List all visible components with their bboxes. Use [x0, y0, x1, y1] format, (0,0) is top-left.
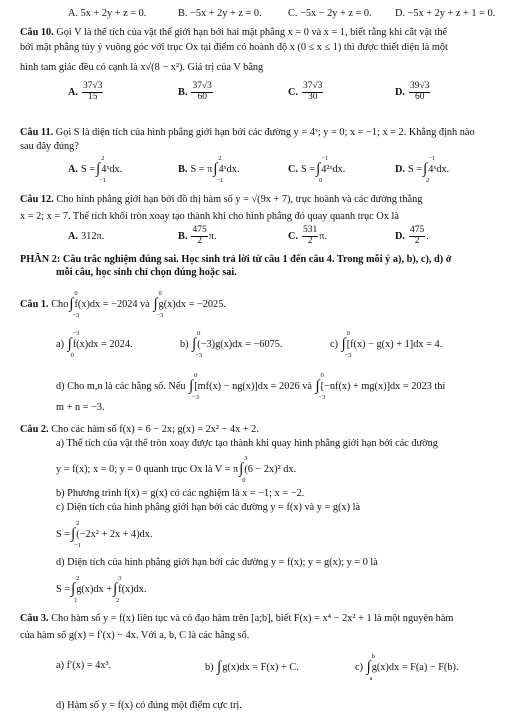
p2-item-b: b) Phương trình f(x) = g(x) có các nghiệm là x = −1; x = −2.: [56, 488, 305, 499]
p1-item-d-line2: m + n = −3.: [56, 402, 105, 413]
p2-item-a-formula: y = f(x); x = 0; y = 0 quanh trục Ox là V = π∫ 3 0 (6 − 2x)² dx.: [56, 455, 297, 484]
integral-sign: ∫ 0 −3: [341, 330, 352, 359]
integral-sign: ∫ 2 −1: [96, 155, 107, 184]
top-option-d: D. −5x + 2y + z + 1 = 0.: [395, 8, 496, 19]
integral-sign: ∫ −1 2: [423, 155, 436, 184]
p3-item-c: c) ∫ b a g(x)dx = F(a) − F(b).: [355, 653, 459, 682]
integral-sign: ∫ 0 −3: [192, 330, 203, 359]
q11-option-b: B. S = π∫ 2 −1 4ˣdx.: [178, 155, 240, 184]
q12-option-d: D. $\frac{475}{2}$ .: [395, 225, 429, 246]
top-option-c: C. −5x − 2y + z = 0.: [288, 8, 372, 19]
p2-intro: Câu 2. Cho các hàm số f(x) = 6 − 2x; g(x) = 2x² − 4x + 2.: [20, 424, 259, 435]
top-option-a: A. 5x + 2y + z = 0.: [68, 8, 147, 19]
integral-sign: ∫: [217, 659, 222, 675]
q11-option-d: D. S =∫ −1 2 4ˣdx.: [395, 155, 450, 184]
part2-heading: PHẦN 2: Câu trắc nghiệm đúng sai. Học sinh trả lời từ câu 1 đến câu 4. Trong mỗi ý a), b), c), d) ở: [20, 254, 452, 265]
integral-sign: ∫ 2 −1: [213, 155, 224, 184]
q10-line1: Câu 10. Gọi V là thể tích của vật thể giới hạn bởi hai mặt phẳng x = 0 và x = 1, biết rằng khi cắt vật thể: [20, 27, 448, 38]
p1-item-a: a) ∫ −3 0 f(x)dx = 2024.: [56, 330, 133, 359]
q10-option-a: A. $\frac{37√3}{15}$: [68, 81, 103, 102]
q11-option-c: C. S =∫ −1 0 4²ˣdx.: [288, 155, 346, 184]
p3-item-d: d) Hàm số y = f(x) có đúng một điểm cực trị.: [56, 700, 242, 711]
integral-sign: ∫ 3 2: [113, 575, 122, 604]
p3-item-a: a) f′(x) = 4x³.: [56, 660, 112, 671]
p1-item-b: b) ∫ 0 −3 (−3)g(x)dx = −6075.: [180, 330, 283, 359]
p3-item-b: b) ∫g(x)dx = F(x) + C.: [205, 659, 299, 675]
p3-line2: của hàm số g(x) = f′(x) − 4x. Với a, b, C là các hằng số.: [20, 630, 250, 641]
p2-item-d-formula: S =∫ 2 1 g(x)dx +∫ 3 2 f(x)dx.: [56, 575, 147, 604]
q12-option-a: A. 312π.: [68, 231, 105, 242]
integral-sign: ∫ −3 0: [67, 330, 80, 359]
q10-option-d: D. $\frac{39√3}{60}$: [395, 81, 430, 102]
integral-sign: ∫ −1 0: [316, 155, 329, 184]
part2-heading-line2: mỗi câu, học sinh chỉ chọn đúng hoặc sai.: [56, 267, 237, 278]
p2-item-c: c) Diện tích của hình phẳng giới hạn bởi các đường y = f(x) và y = g(x) là: [56, 502, 361, 513]
p2-item-a: a) Thể tích của vật thể tròn xoay được tạo thành khi quay hình phẳng giới hạn bởi các đường: [56, 438, 438, 449]
integral-sign: ∫ 0 −3: [69, 290, 80, 319]
integral-sign: ∫ 2 −1: [71, 520, 82, 549]
integral-sign: ∫ b a: [366, 653, 375, 682]
integral-sign: ∫ 0 −3: [153, 290, 164, 319]
q10-option-b: B. $\frac{37√3}{60}$: [178, 81, 212, 102]
q11-line2: sau đây đúng?: [20, 141, 79, 152]
p1-given: Câu 1. Cho∫ 0 −3 f(x)dx = −2024 và ∫ 0 −3 g(x)dx = −2025.: [20, 290, 226, 319]
q12-option-b: B. $\frac{475}{2}$ π.: [178, 225, 217, 246]
integral-sign: ∫ 3 0: [239, 455, 248, 484]
p1-item-c: c) ∫ 0 −3 [f(x) − g(x) + 1]dx = 4.: [330, 330, 443, 359]
q12-option-c: C. $\frac{531}{2}$ π.: [288, 225, 328, 246]
q12-line1: Câu 12. Cho hình phẳng giới hạn bởi đồ thị hàm số y = √(9x + 7), trục hoành và các đường thẳng: [20, 194, 423, 205]
integral-sign: ∫ 2 1: [71, 575, 80, 604]
q10-line3: hình tam giác đều có cạnh là x√(8 − x²). Giá trị của V bằng: [20, 62, 264, 73]
q12-line2: x = 2; x = 7. Thể tích khối tròn xoay tạo thành khi cho hình phẳng đó quay quanh trục Ox là: [20, 211, 399, 222]
p1-item-d: d) Cho m,n là các hằng số. Nếu ∫ 0 −3 [mf(x) − ng(x)]dx = 2026 và ∫ 0 −3 [−nf(x) + mg(x)]dx = 2023 thì: [56, 372, 446, 401]
top-option-b: B. −5x + 2y + z = 0.: [178, 8, 262, 19]
q10-line2: bởi mặt phẳng tùy ý vuông góc với trục Ox tại điểm có hoành độ x (0 ≤ x ≤ 1) thì được thiết diện là một: [20, 42, 448, 53]
q11-option-a: A. S =∫ 2 −1 4ˣdx.: [68, 155, 123, 184]
integral-sign: ∫ 0 −3: [189, 372, 200, 401]
q10-option-c: C. $\frac{37√3}{30}$: [288, 81, 323, 102]
p3-line1: Câu 3. Cho hàm số y = f(x) liên tục và có đạo hàm trên [a;b], biết F(x) = x⁴ − 2x² + 1 là một nguyên hàm: [20, 613, 454, 624]
p2-item-c-formula: S =∫ 2 −1 (−2x² + 2x + 4)dx.: [56, 520, 153, 549]
p2-item-d: d) Diện tích của hình phẳng giới hạn bởi các đường y = f(x); y = g(x); y = 0 là: [56, 557, 378, 568]
q11-line1: Câu 11. Gọi S là diện tích của hình phẳng giới hạn bởi các đường y = 4ˣ; y = 0; x = −1; x = 2. Khẳng định nào: [20, 127, 475, 138]
integral-sign: ∫ 0 −3: [315, 372, 326, 401]
